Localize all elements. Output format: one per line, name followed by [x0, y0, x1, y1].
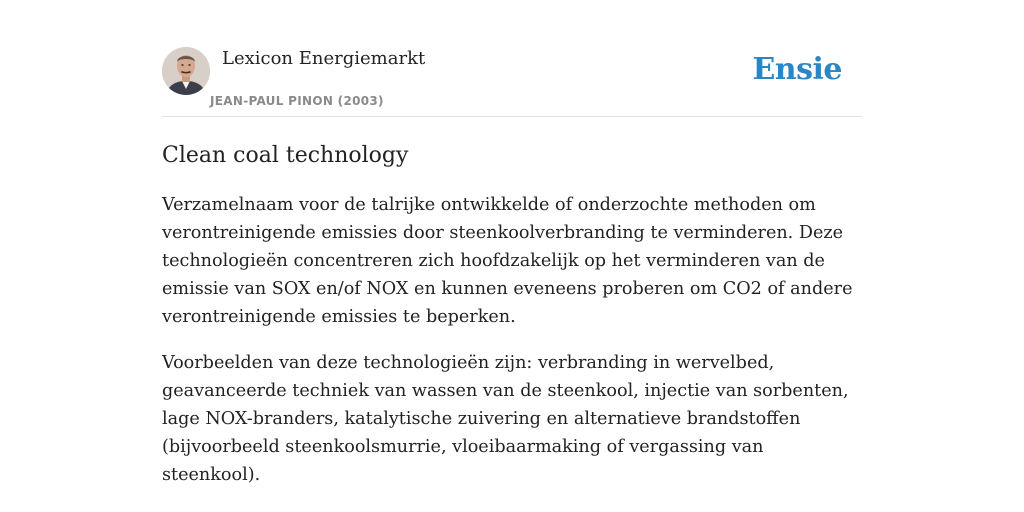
article-header — [162, 44, 862, 117]
article-card — [162, 44, 862, 489]
publication-name[interactable]: Lexicon Energiemarkt — [222, 48, 426, 69]
author-byline[interactable]: JEAN-PAUL PINON (2003) — [210, 94, 384, 108]
article-paragraph-2: Voorbeelden van deze technologieën zijn: verbranding in wervelbed, geavanceerde techniek van wassen van de steenkool, injectie van sorbenten, lage NOX-branders, katalytische zuivering en alternatieve brandstoffen (bijvoorbeeld steenkoolsmurrie, vloeibaarmaking of vergassing van steenkool). — [162, 353, 849, 485]
article-paragraph-1: Verzamelnaam voor de talrijke ontwikkelde of onderzochte methoden om verontreinigende emissies door steenkoolverbranding te verminderen. Deze technologieën concentreren zich hoofdzakelijk op het verminderen van de emissie van SOX en/of NOX en kunnen eveneens proberen om CO2 of andere verontreinigende emissies te beperken. — [162, 195, 853, 327]
article-title: Clean coal technology — [162, 143, 409, 168]
ensie-logo[interactable]: Ensie — [752, 52, 842, 87]
author-portrait-icon — [162, 47, 210, 95]
